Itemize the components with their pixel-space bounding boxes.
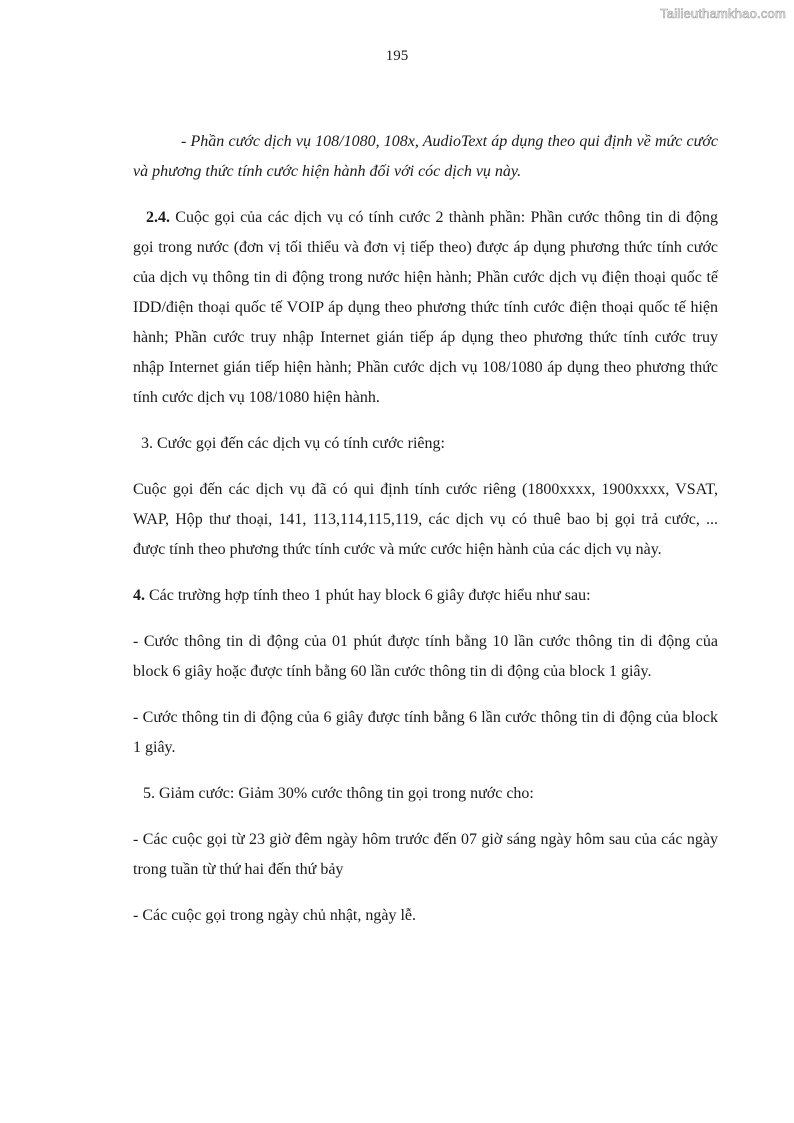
paragraph-text: Cuộc gọi của các dịch vụ có tính cước 2 thành phần: Phần cước thông tin di động gọi trong nước (đơn vị tối thiểu và đơn vị tiếp theo) được áp dụng phương thức tính cước của dịch vụ thông tin di động trong nước hiện hành; Phần cước dịch vụ điện thoại quốc tế IDD/điện thoại quốc tế VOIP áp dụng theo phương thức tính cước điện thoại quốc tế hiện hành; Phần cước truy nhập Internet gián tiếp áp dụng theo phương thức tính cước truy nhập Internet gián tiếp hiện hành; Phần cước dịch vụ 108/1080 áp dụng theo phương thức tính cước dịch vụ 108/1080 hiện hành. — [133, 209, 718, 406]
paragraph-night-calls: - Các cuộc gọi từ 23 giờ đêm ngày hôm trước đến 07 giờ sáng ngày hôm sau của các ngày trong tuần từ thứ hai đến thứ bảy — [133, 831, 718, 878]
paragraph-special-services: Cuộc gọi đến các dịch vụ đã có qui định tính cước riêng (1800xxxx, 1900xxxx, VSAT, WAP, Hộp thư thoại, 141, 113,114,115,119, các dịch vụ có thuê bao bị gọi trả cước, ... được tính theo phương thức tính cước và mức cước hiện hành của các dịch vụ này. — [133, 481, 718, 558]
heading-section-5: 5. Giảm cước: Giảm 30% cước thông tin gọi trong nước cho: — [143, 785, 534, 802]
document-body — [133, 127, 718, 931]
section-number: 2.4. — [146, 209, 170, 226]
paragraph-one-minute: - Cước thông tin di động của 01 phút được tính bằng 10 lần cước thông tin di động của block 6 giây hoặc được tính bằng 60 lần cước thông tin di động của block 1 giây. — [133, 633, 718, 680]
page-number: 195 — [385, 48, 409, 64]
section-number: 4. — [133, 587, 145, 604]
paragraph-six-seconds: - Cước thông tin di động của 6 giây được tính bằng 6 lần cước thông tin di động của block 1 giây. — [133, 709, 718, 756]
paragraph-holiday-calls: - Các cuộc gọi trong ngày chủ nhật, ngày lễ. — [133, 907, 417, 924]
heading-section-3: 3. Cước gọi đến các dịch vụ có tính cước riêng: — [141, 435, 445, 452]
paragraph-section-2-4 — [133, 203, 718, 413]
paragraph-text: Các trường hợp tính theo 1 phút hay block 6 giây được hiểu như sau: — [145, 587, 591, 604]
paragraph-audiotext-fees: - Phần cước dịch vụ 108/1080, 108x, AudioText áp dụng theo qui định về mức cước và phương thức tính cước hiện hành đối với cóc dịch vụ này. — [133, 133, 718, 180]
paragraph-section-4 — [133, 581, 718, 611]
watermark: Tailieuthamkhao.com — [660, 6, 786, 21]
